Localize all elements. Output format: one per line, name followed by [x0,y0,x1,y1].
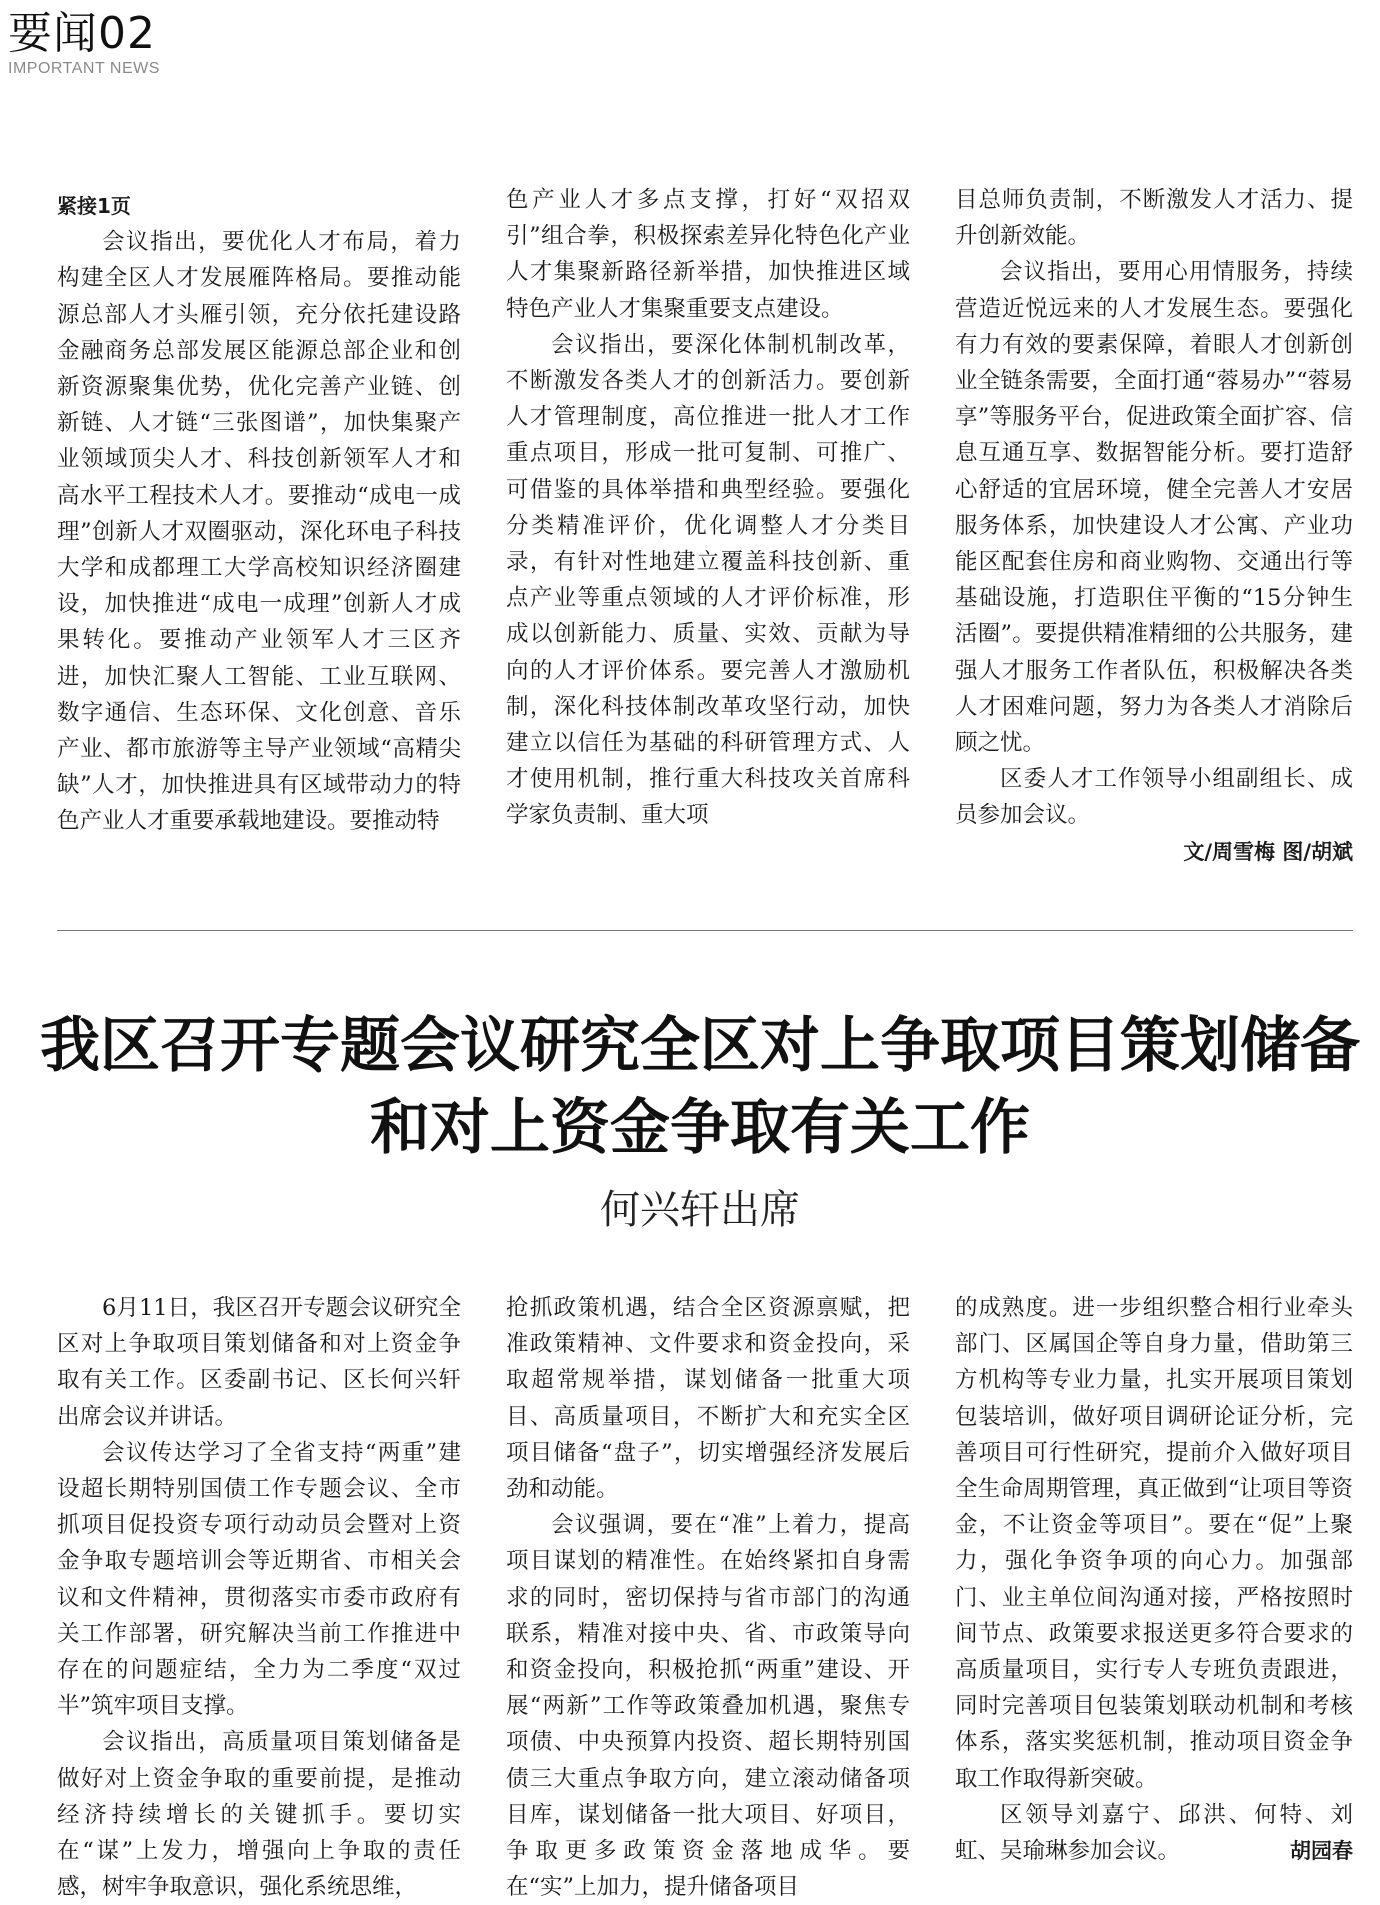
paragraph: 会议指出，高质量项目策划储备是做好对上资金争取的重要前提，是推动经济持续增长的关键抓手。要切实在“谋”上发力，增强向上争取的责任感，树牢争取意识，强化系统思维， [57,1729,461,1901]
article2-column-2 [506,1290,910,1905]
section-subtitle: IMPORTANT NEWS [8,60,160,77]
headline-line-1: 我区召开专题会议研究全区对上争取项目策划储备 [40,1011,1360,1081]
closing-text: 区领导刘嘉宁、邱洪、何特、刘虹、吴瑜琳参加会议。 [955,1801,1353,1865]
byline: 文/周雪梅 图/胡斌 [1183,839,1353,864]
section-divider [57,930,1353,931]
paragraph: 会议强调，要在“准”上着力，提高项目谋划的精准性。在始终紧扣自身需求的同时，密切保持与省市部门的沟通联系，精准对接中央、省、市政策导向和资金投向，积极抢抓“两重”建设、开展“两新”工作等政策叠加机遇，聚焦专项债、中央预算内投资、超长期特别国债三大重点争取方向，建立滚动储备项目库，谋划储备一批大项目、好项目，争取更多政策资金落地成华。要在“实”上加力，提升储备项目 [506,1512,910,1901]
article1-column-1 [57,188,461,840]
article2-column-1 [57,1290,461,1905]
paragraph: 的成熟度。进一步组织整合相行业牵头部门、区属国企等自身力量，借助第三方机构等专业力量，扎实开展项目策划包装培训，做好项目调研论证分析，完善项目可行性研究，提前介入做好项目全生命周期管理，真正做到“让项目等资金，不让资金等项目”。要在“促”上聚力，强化争资争项的向心力。加强部门、业主单位间沟通对接，严格按照时间节点、政策要求报送更多符合要求的高质量项目，实行专人专班负责跟进，同时完善项目包装策划联动机制和考核体系，落实奖惩机制，推动项目资金争取工作取得新突破。 [955,1295,1353,1792]
paragraph: 色产业人才多点支撑，打好“双招双引”组合拳，积极探索差异化特色化产业人才集聚新路径新举措，加快推进区域特色产业人才集聚重要支点建设。 [506,187,910,322]
headline [40,1005,1360,1169]
paragraph: 会议传达学习了全省支持“两重”建设超长期特别国债工作专题会议、全市抓项目促投资专项行动动员会暨对上资金争取专题培训会等近期省、市相关会议和文件精神，贯彻落实市委市政府有关工作部署，研究解决当前工作推进中存在的问题症结，全力为二季度“双过半”筑牢项目支撑。 [57,1439,461,1720]
subheadline: 何兴轩出席 [600,1187,800,1233]
paragraph: 6月11日，我区召开专题会议研究全区对上争取项目策划储备和对上资金争取有关工作。区委副书记、区长何兴轩出席会议并讲话。 [57,1295,461,1430]
page-header [8,8,160,78]
article2-column-3 [955,1290,1353,1869]
paragraph: 抢抓政策机遇，结合全区资源禀赋，把准政策精神、文件要求和资金投向，采取超常规举措，谋划储备一批重大项目、高质量项目，不断扩大和充实全区项目储备“盘子”，切实增强经济发展后劲和动能。 [506,1295,910,1503]
paragraph: 会议指出，要深化体制机制改革，不断激发各类人才的创新活力。要创新人才管理制度，高位推进一批人才工作重点项目，形成一批可复制、可推广、可借鉴的具体举措和典型经验。要强化分类精准评价，优化调整人才分类目录，有针对性地建立覆盖科技创新、重点产业等重点领域的人才评价标准，形成以创新能力、质量、实效、贡献为导向的人才评价体系。要完善人才激励机制，深化科技体制改革攻坚行动，加快建立以信任为基础的科研管理方式、人才使用机制，推行重大科技攻关首席科学家负责制、重大项 [506,331,910,829]
credit: 胡园春 [1290,1839,1353,1864]
paragraph: 目总师负责制，不断激发人才活力、提升创新效能。 [955,187,1353,250]
article1-column-2 [506,182,910,834]
section-title: 要闻02 [8,8,156,59]
headline-line-2: 和对上资金争取有关工作 [370,1093,1030,1163]
paragraph: 区委人才工作领导小组副组长、成员参加会议。 [955,766,1353,829]
paragraph: 会议指出，要用心用情服务，持续营造近悦远来的人才发展生态。要强化有力有效的要素保障，着眼人才创新创业全链条需要，全面打通“蓉易办”“蓉易享”等服务平台，促进政策全面扩容、信息互通互享、数据智能分析。要打造舒心舒适的宜居环境，健全完善人才安居服务体系，加快建设人才公寓、产业功能区配套住房和商业购物、交通出行等基础设施，打造职住平衡的“15分钟生活圈”。要提供精准精细的公共服务，建强人才服务工作者队伍，积极解决各类人才困难问题，努力为各类人才消除后顾之忧。 [955,259,1353,757]
article1-column-3 [955,182,1353,870]
jump-label: 紧接1页 [57,194,131,218]
paragraph: 会议指出，要优化人才布局，着力构建全区人才发展雁阵格局。要推动能源总部人才头雁引领，充分依托建设路金融商务总部发展区能源总部企业和创新资源聚集优势，优化完善产业链、创新链、人才链“三张图谱”，加快集聚产业领域顶尖人才、科技创新领军人才和高水平工程技术人才。要推动“成电一成理”创新人才双圈驱动，深化环电子科技大学和成都理工大学高校知识经济圈建设，加快推进“成电一成理”创新人才成果转化。要推动产业领军人才三区齐进，加快汇聚人工智能、工业互联网、数字通信、生态环保、文化创意、音乐产业、都市旅游等主导产业领域“高精尖缺”人才，加快推进具有区域带动力的特色产业人才重要承载地建设。要推动特 [57,229,461,835]
closing-paragraph [955,1797,1353,1869]
